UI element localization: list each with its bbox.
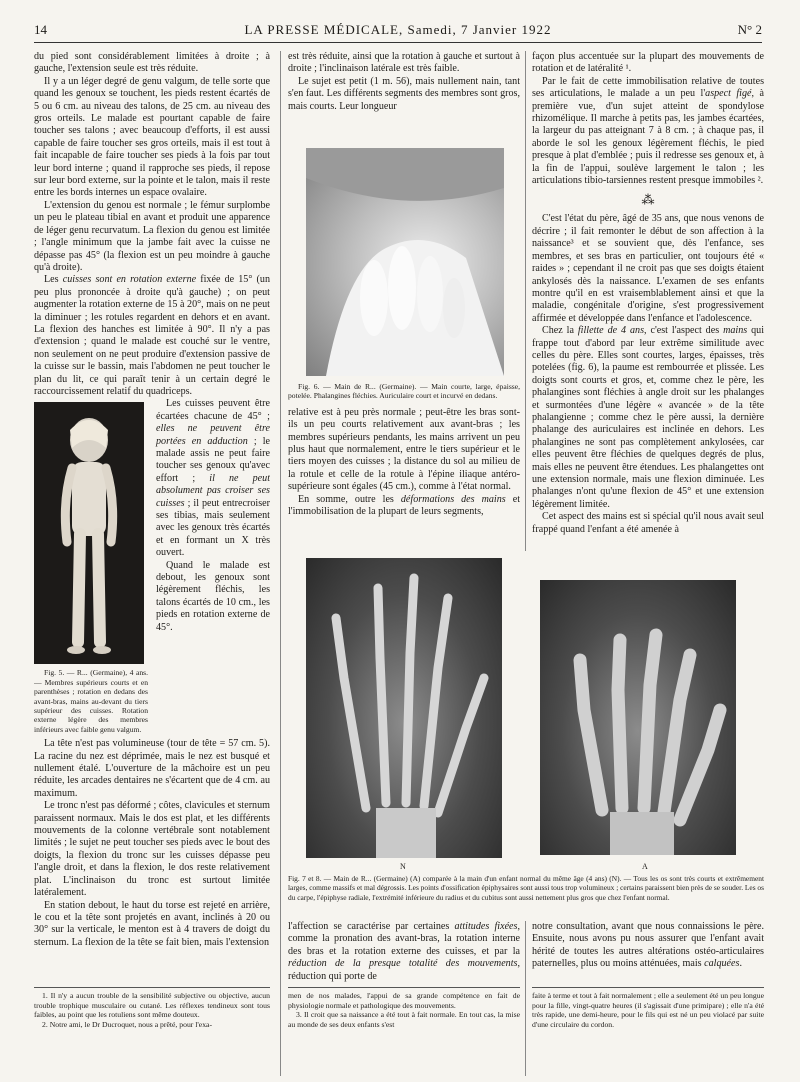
figure-7-label: N [400,862,406,871]
figure-6-photo [306,148,504,376]
figures-7-8-caption: Fig. 7 et 8. — Main de R... (Germaine) (A) comparée à la main d'un enfant normal du même âge (4 ans) (N). — Tous les os sont très courts et extrêmement larges, comme massifs et mal dégrossis. Les points d'ossification épiphysaires sont aussi tous trop volumineux ; certains paraissent bien près de se souder. Les os du carpe, l'épiphyse radiale, l'extrémité inférieure du radius et du cubitus sont aussi nettement plus gros que chez l'enfant normal. [288,874,764,902]
column-3-bottom [532,921,764,983]
paragraph: L'extension du genou est normale ; le fémur surplombe un peu le plateau tibial en avant et produit une apparence de léger genu recurvatum. La flexion du genou est limitée ; l'angle minimum que la jambe fait avec la cuisse ne dépasse pas 45° (la flexion est un peu moindre à gauche qu'à droite). [34,199,270,273]
footnote-rule [34,987,270,988]
asterism: ⁂ [641,192,655,208]
running-header [34,22,762,40]
emphasis: fillette de 4 ans [577,325,645,337]
paragraph: du pied sont considérablement limitées à droite ; à gauche, l'extension seule est très réduite. [34,51,270,75]
paragraph: Le sujet est petit (1 m. 56), mais nullement nain, tant s'en faut. Les différents segments des membres sont gros, mais courts. Leur longueur [288,75,520,112]
footnote: 1. Il n'y a aucun trouble de la sensibilité subjective ou objective, aucun trouble trophique musculaire ou cutané. Les réflexes tendineux sont tous faibles, au point que les rotuliens sont même douteux. [34,991,270,1020]
paragraph: Chez la fillette de 4 ans, c'est l'aspect des mains qui frappe tout d'abord par leur extrême similitude avec celles du père. Elles sont courtes, larges, épaisses, très potelées (fig. 6), la paume est rembourrée et plissée. Les doigts sont courts et gros, et, comme chez le père, les phalangines sont fléchies à angle droit sur les phalanges et surmontées d'une légère « avancée » de la tête phalangienne ; comme chez le père aussi, la dernière phalange des auriculaires est inclinée en dehors. Les phalangines ne sont pas complètement ankylosées, car elles peuvent être fléchies de quelques degrés de plus, mais elles ne peuvent être étendues. Les phalangettes ont une extension normale, mais une flexion diminuée. Les phalanges n'ont qu'une flexion de 45° et une extension légèrement limitée. [532,325,764,510]
column-separator [525,921,526,1076]
footnote: faite à terme et tout à fait normalement ; elle a seulement été un peu longue pour la fille, vingt-quatre heures (il s'agissait d'une primipare) ; elle n'a été très rapide, une demi-heure, pour le fils qui est né un peu violacé par suite d'une circulaire du cordon. [532,991,764,1029]
figure-5-photo [34,402,144,664]
column-separator [280,51,281,1076]
emphasis: mains [723,325,748,337]
paragraph: relative est à peu près normale ; peut-être les bras sont-ils un peu courts relativement aux avant-bras ; les membres supérieurs pendants, les mains arrivent un peu plus haut que normalement, entre le tiers supérieur et le tiers moyen des cuisses ; la distance du sol au milieu de la rotule et celle de la rotule à l'épine iliaque antéro-supérieure sont égales (45 cm.), comme à l'état normal. [288,406,520,493]
paragraph: notre consultation, avant que nous connaissions le père. Ensuite, nous avons pu nous assurer que l'enfant avait hérité de toutes les autres altérations ostéo-articulaires paternelles, plus ou moins atténuées, mais calquées. [532,921,764,970]
emphasis: calquées [704,958,740,970]
emphasis: aspect figé [705,88,752,100]
paragraph: Les cuisses peuvent être écartées chacune de 45° ; elles ne peuvent être portées en adduction ; le malade assis ne peut faire toucher ses genoux qu'avec effort ; il ne peut absolument pas croiser ses cuisses ; il peut entrecroiser ses tibias, mais seulement avec les genoux très écartés et en formant un X très ouvert. [156,398,270,559]
column-2-top [288,51,520,143]
emphasis: déformations des mains [400,493,506,505]
paragraph: En somme, outre les déformations des mains et l'immobilisation de la plupart de leurs segments, [288,493,520,518]
emphasis: réduction de la presque totalité des mouvements [288,958,518,970]
journal-title: LA PRESSE MÉDICALE, Samedi, 7 Janvier 1922 [244,22,552,37]
paragraph: Par le fait de cette immobilisation relative de toutes ses articulations, le malade a un peu l'aspect figé, à première vue, d'un sujet atteint de spondylose rhizomélique. Il marche à petits pas, les jambes écartées, la largeur du pas atteignant 7 à 8 cm. ; à chaque pas, il aborde le sol les genoux légèrement fléchis, le pied presque à plat d'emblée ; puis il redresse ses genoux et, à la fin de l'appui, soulève largement le talon ; les articulations tibio-tarsiennes restent presque immobiles ². [532,75,764,187]
figure-5-caption: Fig. 5. — R... (Germaine), 4 ans. — Membres supérieurs courts et en parenthèses ; rotation en dedans des avant-bras, mains au-devant du tiers supérieur des cuisses. Rotation externe légère des membres inférieurs avec faible genu valgum. [34,668,148,734]
paragraph: Il y a un léger degré de genu valgum, de telle sorte que quand les genoux se touchent, les pieds restent écartés de 5 ou 6 cm. au niveau des talons, de 25 cm. au niveau des gros orteils. Le malade est pourtant capable de faire toucher ses talons ; avec beaucoup d'efforts, il est aussi capable de faire toucher ses gros orteils, mais il est tout à fait incapable de faire toucher ses pieds à la fois par tout leur bord interne ; quand il rapproche ses pieds, il repose sur leur bord externe, sur la pointe et le talon, mais il reste entre les bords internes un espace ovalaire. [34,75,270,199]
footnotes-col-3 [532,991,764,1077]
footnotes-col-2 [288,991,520,1077]
emphasis: attitudes fixées [454,921,518,932]
footnote-rule [288,987,520,988]
paragraph: En station debout, le haut du torse est rejeté en arrière, le cou et la tête sont projetés en avant, inclinés à 20 ou 30° sur la verticale, le menton est à 4 travers de doigt du sternum. La flexion de la tête se fait bien, mais l'extension [34,899,270,948]
column-2-mid [288,382,520,552]
column-1 [34,51,270,981]
footnotes-col-1 [34,991,270,1077]
footnote: men de nos malades, l'appui de sa grande compétence en fait de physiologie normale et pathologique des mouvements. [288,991,520,1010]
xray-hand-normal [306,558,502,858]
figure-8-xray-affected [540,580,736,855]
footnote: 2. Notre ami, le Dr Ducroquet, nous a prêté, pour l'exa- [42,1019,213,1029]
hand-photo [306,148,504,376]
emphasis: cuisses sont en rotation externe [62,274,197,286]
paragraph: est très réduite, ainsi que la rotation à gauche et surtout à droite ; l'inclinaison latérale est très faible. [288,51,520,75]
column-3-top [532,51,764,581]
paragraph: Le tronc n'est pas déformé ; côtes, clavicules et sternum paraissent normaux. Mais le dos est plat, et les différents mouvements de la colonne vertébrale sont notablement limités ; le sujet ne peut toucher ses pieds avec le bout des doigts, la flexion du tronc sur les cuisses dépasse peu l'angle droit, et dans la flexion, le dos reste relativement plat. L'inclinaison du tronc est surtout limitée latéralement. [34,800,270,899]
paragraph: C'est l'état du père, âgé de 35 ans, que nous venons de décrire ; il fait remonter le début de son affection à la naissance³ et se souvient que, dès l'enfance, ses membres, et ses bras en particulier, ont toujours été « raides » ; cependant il ne croit pas que ses doigts étaient ankylosés dès la naissance. L'examen de ses enfants montre qu'il en est vraisemblablement ainsi et que la maladie, congénitale d'origine, s'est progressivement affirmée et développée dans l'enfance et l'adolescence. [532,213,764,324]
paragraph: Cet aspect des mains est si spécial qu'il nous avait seul frappé quand l'enfant a été amenée à [532,511,764,535]
paragraph: Les cuisses sont en rotation externe fixée de 15° (un peu plus prononcée à droite qu'à gauche) ; on peut augmenter la rotation externe de 15 à 20°, mais on ne peut la diminuer ; les rotules regardent en dehors et en avant. La flexion des hanches est limitée à 90°. Il n'y a pas d'extension ; quand le malade est couché sur le ventre, non seulement on ne peut produire d'extension passive de la cuisse sur le bassin, mais l'abdomen ne peut toucher le plan du lit, ce qui paraît tenir à un certain degré le raccourcissement relatif du quadriceps. [34,274,270,397]
footnote-rule [532,987,764,988]
footnote: 3. Il croit que sa naissance a été tout à fait normale. En tout cas, la mise au monde de ses deux enfants s'est [288,1010,520,1029]
page-number: 14 [34,22,47,37]
column-separator [525,51,526,551]
figure-7-xray-normal [306,558,502,858]
xray-hand-affected [540,580,736,855]
paragraph: La tête n'est pas volumineuse (tour de tête = 57 cm. 5). La racine du nez est déprimée, mais le nez est busqué et nullement étalé. L'ouverture de la mâchoire est un peu réduite, les arcades dentaires ne s'écartent que de 4 cm. au maximum. [34,738,270,799]
paragraph: l'affection se caractérise par certaines attitudes fixées, comme la pronation des avant-bras, la rotation interne des bras et la rotation externe des cuisses, et par la réduction de la presque totalité des mouvements, réduction qui porte de [288,921,520,982]
child-standing-photo [34,402,144,664]
figure-8-label: A [642,862,648,871]
paragraph: façon plus accentuée sur la plupart des mouvements de rotation et de latéralité ¹. [532,51,764,75]
paragraph: Quand le malade est debout, les genoux sont légèrement fléchis, les talons écartés de 10 cm., les pieds en rotation externe de 45°. [156,559,270,633]
column-2-bottom [288,921,520,983]
header-rule [34,42,762,43]
issue-number: N° 2 [737,22,762,37]
emphasis: elles ne peuvent être portées en adduction [156,423,270,447]
figure-5 [34,402,148,734]
figure-6-caption: Fig. 6. — Main de R... (Germaine). — Main courte, large, épaisse, potelée. Phalangines fléchies. Auriculaire court et incurvé en dedans. [288,382,520,401]
emphasis: il ne peut absolument pas croiser ses cuisses [156,472,270,509]
